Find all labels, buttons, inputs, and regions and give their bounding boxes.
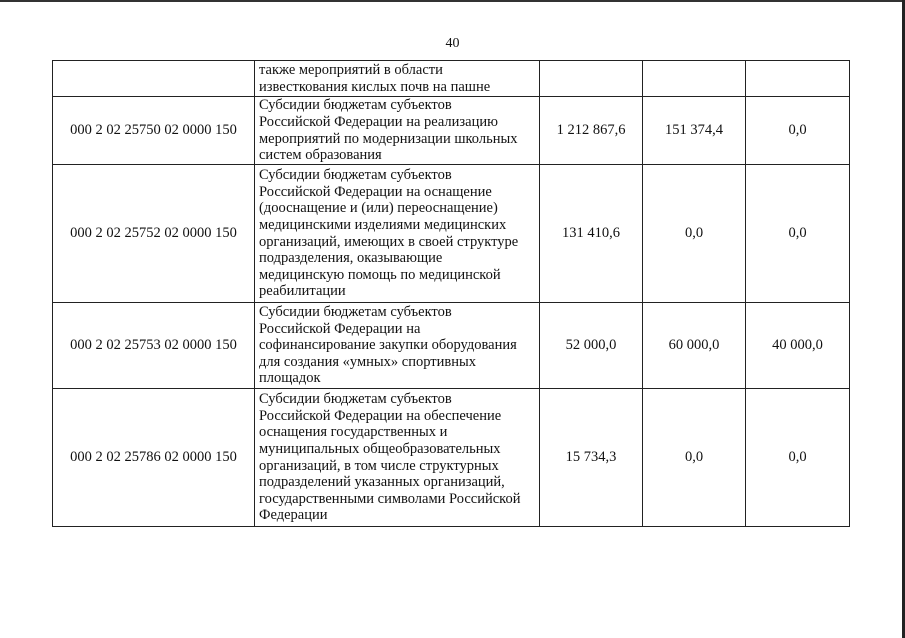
page-number: 40: [445, 36, 460, 51]
description-line: Российской Федерации на обеспечение: [259, 407, 502, 424]
value-cell-2: 0,0: [643, 389, 746, 527]
value-cell-2: 151 374,4: [643, 97, 746, 165]
row-code: [53, 61, 255, 97]
scan-top-edge: [0, 0, 905, 8]
value-cell-3: 0,0: [746, 165, 850, 303]
table-row: [53, 61, 850, 97]
row-description: [255, 303, 540, 389]
description-line: известкования кислых почв на пашне: [259, 78, 491, 95]
row-description: [255, 165, 540, 303]
value-cell-1: 1 212 867,6: [540, 97, 643, 165]
budget-table: [52, 60, 850, 527]
description-line: Российской Федерации на: [259, 320, 421, 337]
description-line: реабилитации: [259, 283, 346, 300]
row-code: 000 2 02 25753 02 0000 150: [53, 303, 255, 389]
description-line: Федерации: [259, 507, 328, 524]
description-line: Субсидии бюджетам субъектов: [259, 167, 452, 184]
table-row: [53, 165, 850, 303]
description-line: оснащения государственных и: [259, 424, 448, 441]
row-code: 000 2 02 25750 02 0000 150: [53, 97, 255, 165]
description-line: подразделений указанных организаций,: [259, 474, 505, 491]
value-cell-2: 0,0: [643, 165, 746, 303]
value-cell-3: 40 000,0: [746, 303, 850, 389]
description-line: Субсидии бюджетам субъектов: [259, 97, 452, 114]
description-line: муниципальных общеобразовательных: [259, 440, 501, 457]
row-code: 000 2 02 25752 02 0000 150: [53, 165, 255, 303]
value-cell-1: [540, 61, 643, 97]
value-cell-1: 15 734,3: [540, 389, 643, 527]
row-description: [255, 61, 540, 97]
description-line: Российской Федерации на оснащение: [259, 183, 492, 200]
description-line: медицинскую помощь по медицинской: [259, 266, 501, 283]
description-line: мероприятий по модернизации школьных: [259, 130, 518, 147]
value-cell-2: 60 000,0: [643, 303, 746, 389]
description-line: площадок: [259, 370, 321, 387]
table-row: [53, 389, 850, 527]
row-code: 000 2 02 25786 02 0000 150: [53, 389, 255, 527]
description-line: организаций, в том числе структурных: [259, 457, 499, 474]
value-cell-3: 0,0: [746, 389, 850, 527]
description-line: также мероприятий в области: [259, 61, 443, 78]
row-description: [255, 389, 540, 527]
value-cell-3: [746, 61, 850, 97]
description-line: государственными символами Российской: [259, 490, 521, 507]
description-line: софинансирование закупки оборудования: [259, 337, 517, 354]
description-line: Российской Федерации на реализацию: [259, 113, 498, 130]
description-line: организаций, имеющих в своей структуре: [259, 233, 519, 250]
description-line: Субсидии бюджетам субъектов: [259, 304, 452, 321]
value-cell-3: 0,0: [746, 97, 850, 165]
description-line: подразделения, оказывающие: [259, 250, 443, 267]
description-line: для создания «умных» спортивных: [259, 353, 476, 370]
row-description: [255, 97, 540, 165]
description-line: медицинскими изделиями медицинских: [259, 216, 507, 233]
description-line: Субсидии бюджетам субъектов: [259, 391, 452, 408]
value-cell-1: 131 410,6: [540, 165, 643, 303]
table-row: [53, 97, 850, 165]
table-row: [53, 303, 850, 389]
value-cell-1: 52 000,0: [540, 303, 643, 389]
description-line: систем образования: [259, 147, 382, 164]
value-cell-2: [643, 61, 746, 97]
description-line: (дооснащение и (или) переоснащение): [259, 200, 498, 217]
